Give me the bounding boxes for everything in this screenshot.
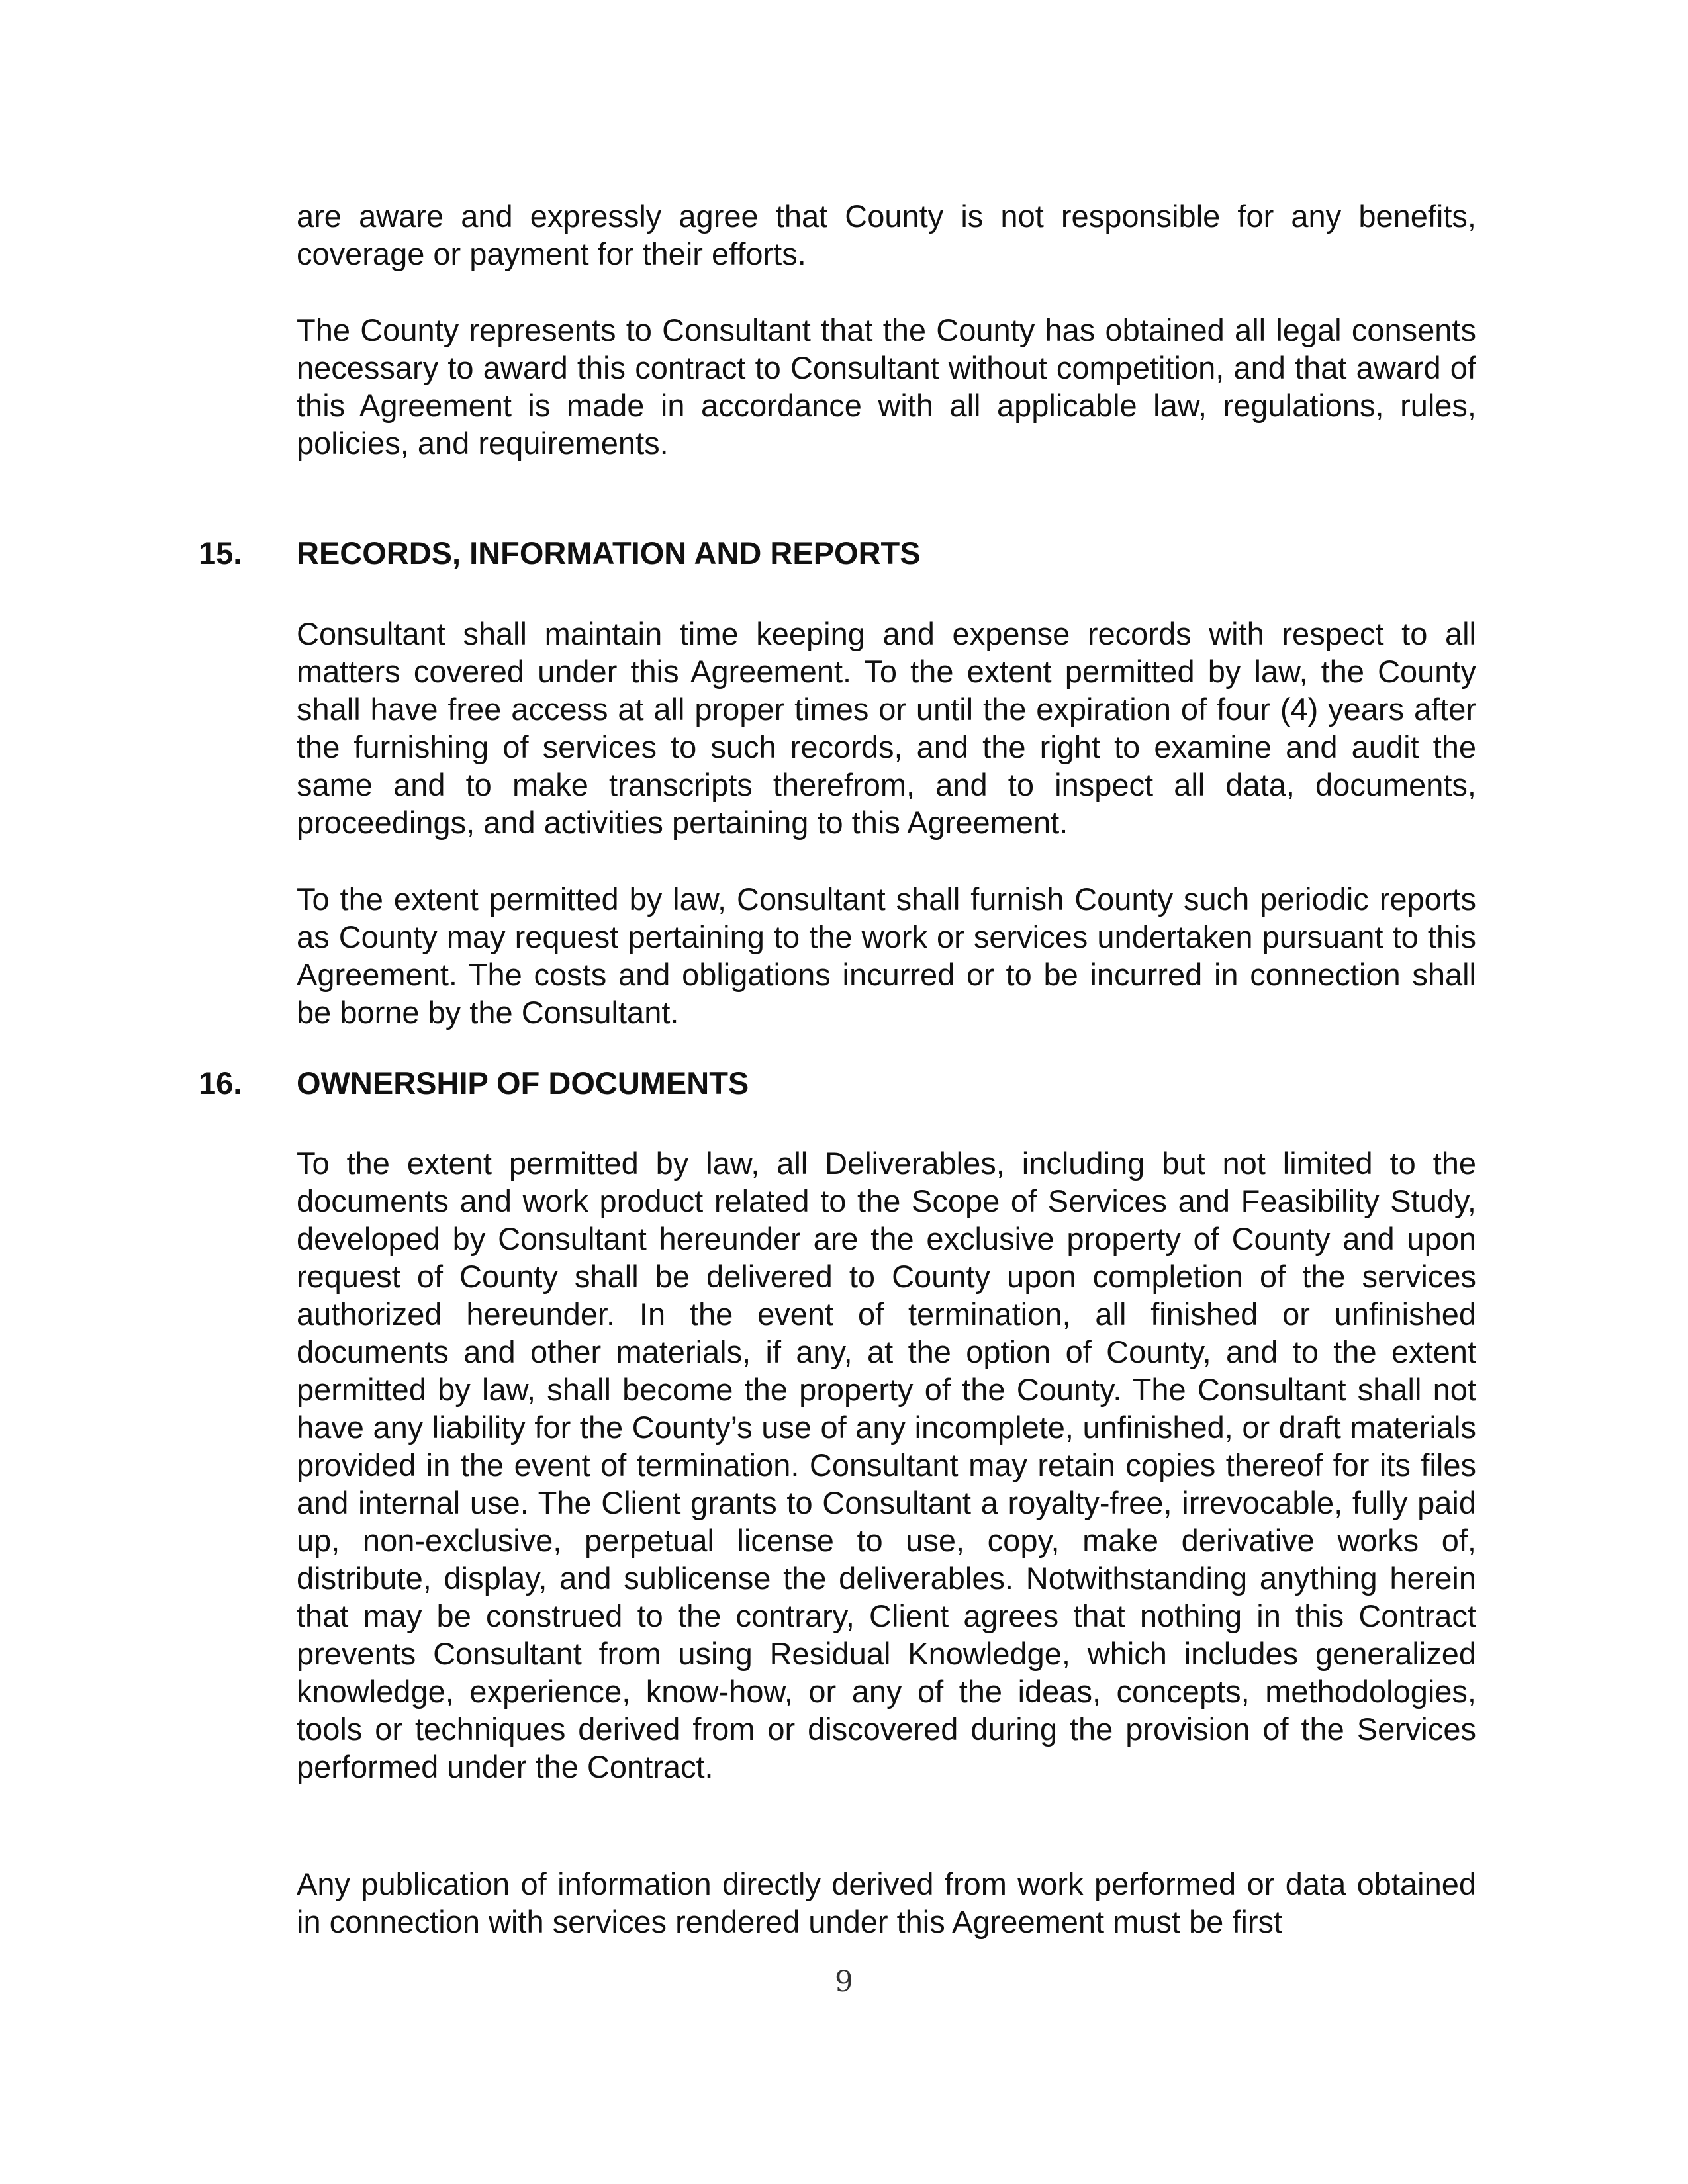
paragraph-deliverables: To the extent permitted by law, all Deliverables, including but not limited to the documents and work product related to the Scope of Services and Feasibility Study, developed by Consultant hereunder are the exclusive property of County and upon request of County shall be delivered to County upon completion of the services authorized hereunder. In the event of termination, all finished or unfinished documents and other materials, if any, at the option of County, and to the extent permitted by law, shall become the property of the County. The Consultant shall not have any liability for the County’s use of any incomplete, unfinished, or draft materials provided in the event of termination. Consultant may retain copies thereof for its files and internal use. The Client grants to Consultant a royalty-free, irrevocable, fully paid up, non-exclusive, perpetual license to use, copy, make derivative works of, distribute, display, and sublicense the deliverables. Notwithstanding anything herein that may be construed to the contrary, Client agrees that nothing in this Contract prevents Consultant from using Residual Knowledge, which includes generalized knowledge, experience, know-how, or any of the ideas, concepts, methodologies, tools or techniques derived from or discovered during the provision of the Services performed under the Contract.	[297, 1146, 1476, 1784]
section-16-title: OWNERSHIP OF DOCUMENTS	[297, 1066, 749, 1101]
section-15-number: 15.	[199, 535, 242, 570]
paragraph-benefits: are aware and expressly agree that County is not responsible for any benefits, coverage or payment for their efforts.	[297, 199, 1476, 271]
paragraph-legal-consents: The County represents to Consultant that the County has obtained all legal consents necessary to award this contract to Consultant without competition, and that award of this Agreement is made in accordance with all applicable law, regulations, rules, policies, and requirements.	[297, 312, 1476, 461]
paragraph-periodic-reports: To the extent permitted by law, Consultant shall furnish County such periodic reports as County may request pertaining to the work or services undertaken pursuant to this Agreement. The costs and obligations incurred or to be incurred in connection shall be borne by the Consultant.	[297, 882, 1476, 1030]
section-15-title: RECORDS, INFORMATION AND REPORTS	[297, 535, 921, 570]
section-16-number: 16.	[199, 1066, 242, 1101]
page-number: 9	[835, 1965, 853, 1999]
paragraph-records: Consultant shall maintain time keeping and expense records with respect to all matters covered under this Agreement. To the extent permitted by law, the County shall have free access at all proper times or until the expiration of four (4) years after the furnishing of services to such records, and the right to examine and audit the same and to make transcripts therefrom, and to inspect all data, documents, proceedings, and activities pertaining to this Agreement.	[297, 616, 1476, 840]
paragraph-publication: Any publication of information directly derived from work performed or data obtained in connection with services rendered under this Agreement must be first	[297, 1866, 1476, 1939]
